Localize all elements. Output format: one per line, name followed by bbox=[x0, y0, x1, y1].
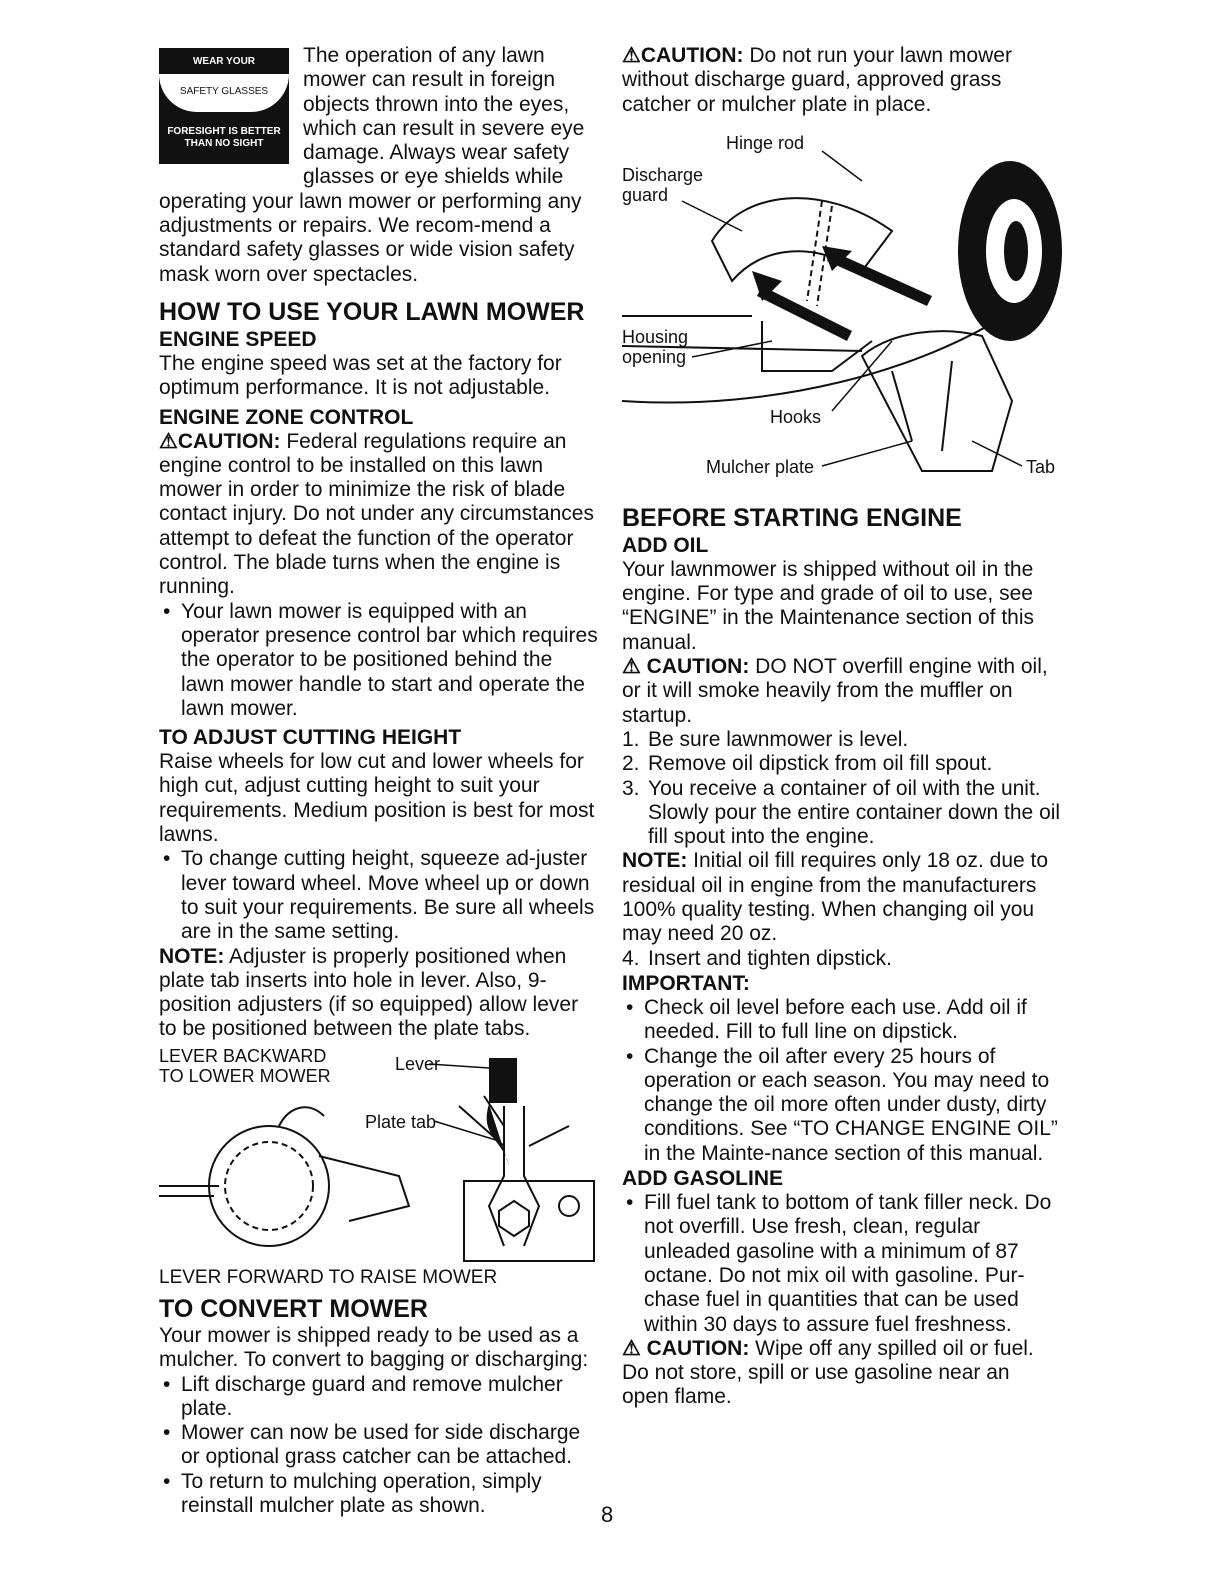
top-caution: ⚠CAUTION: Do not run your lawn mower without discharge guard, approved grass catcher or mulcher plate in place. bbox=[622, 44, 1012, 116]
warning-triangle-icon: ⚠ bbox=[622, 655, 647, 679]
left-column bbox=[159, 44, 599, 1518]
goggles-icon bbox=[159, 74, 289, 112]
cutting-height-note: NOTE: Adjuster is properly positioned when plate tab inserts into hole in lever. Also, 9-position adjusters (if so equipped) allow lever to be positioned between the plate tabs. bbox=[159, 944, 579, 1041]
oil-note: NOTE: Initial oil fill requires only 18 oz. due to residual oil in engine from the manufacturers 100% quality testing. When changing oil you may need 20 oz. bbox=[622, 849, 1049, 946]
safety-glasses-badge bbox=[159, 48, 289, 164]
lever-backward-label-1: LEVER BACKWARD bbox=[159, 1045, 327, 1066]
height-adjust-figure bbox=[159, 1046, 599, 1262]
oil-caution: ⚠ CAUTION: DO NOT overfill engine with oil, or it will smoke heavily from the muffler on startup. bbox=[622, 655, 1048, 727]
warning-triangle-icon: ⚠ bbox=[622, 1336, 647, 1360]
before-starting-heading: BEFORE STARTING ENGINE bbox=[622, 503, 962, 532]
warning-triangle-icon: ⚠ bbox=[622, 44, 641, 67]
lever-backward-label-2: TO LOWER MOWER bbox=[159, 1065, 331, 1086]
hinge-rod-label: Hinge rod bbox=[726, 132, 805, 153]
cutting-height-text: Raise wheels for low cut and lower wheels for high cut, adjust cutting height to suit your requirements. Medium position is best for most lawns. bbox=[159, 750, 595, 847]
add-oil-heading: ADD OIL bbox=[622, 533, 709, 557]
important-heading: IMPORTANT: bbox=[622, 971, 750, 995]
tab-label: Tab bbox=[1026, 456, 1056, 477]
how-to-use-heading: HOW TO USE YOUR LAWN MOWER bbox=[159, 297, 585, 326]
add-gasoline-heading: ADD GASOLINE bbox=[622, 1167, 784, 1191]
plate-tab-label: Plate tab bbox=[365, 1111, 437, 1132]
badge-top-text: WEAR YOUR bbox=[192, 56, 256, 67]
engine-speed-heading: ENGINE SPEED bbox=[159, 327, 317, 351]
caution-label: ⚠CAUTION: bbox=[159, 429, 281, 453]
right-column bbox=[622, 44, 1062, 1410]
caution-label: ⚠CAUTION: bbox=[622, 44, 744, 67]
engine-zone-heading: ENGINE ZONE CONTROL bbox=[159, 405, 414, 429]
oil-step-3: 3. You receive a container of oil with the unit. Slowly pour the entire container down the oil fill spout into the engine. bbox=[622, 776, 1061, 849]
important-bullet-2: • Change the oil after every 25 hours of operation or each season. You may need to change the oil more often under dusty, dirty conditions. See “TO CHANGE ENGINE OIL” in the Mainte-nance section of this manual. bbox=[622, 1045, 1062, 1166]
convert-bullet-3: • To return to mulching operation, simply reinstall mulcher plate as shown. bbox=[159, 1470, 599, 1519]
page-number: 8 bbox=[601, 1502, 614, 1527]
important-bullet-1: • Check oil level before each use. Add oil if needed. Fill to full line on dipstick. bbox=[622, 996, 1062, 1045]
zone-caution: ⚠CAUTION: Federal regulations require an engine control to be installed on this lawn mower in order to minimize the risk of blade contact injury. Do not under any circumstances attempt to defeat the function of the operator control. The blade turns when the engine is running. bbox=[159, 429, 594, 599]
caution-label: ⚠ CAUTION: bbox=[622, 655, 750, 679]
convert-bullet-1: • Lift discharge guard and remove mulcher plate. bbox=[159, 1373, 599, 1422]
badge-mid-text: SAFETY GLASSES bbox=[179, 86, 269, 97]
gasoline-bullet: • Fill fuel tank to bottom of tank filler neck. Do not overfill. Use fresh, clean, regular unleaded gasoline with a minimum of 87 octane. Do not mix oil with gasoline. Pur-chase fuel in quantities that can be used within 30 days to assure fuel freshness. bbox=[622, 1191, 1062, 1337]
housing-opening-label-2: opening bbox=[622, 346, 687, 367]
gas-caution: ⚠ CAUTION: Wipe off any spilled oil or fuel. Do not store, spill or use gasoline near an open flame. bbox=[622, 1336, 1034, 1409]
mulcher-plate-label: Mulcher plate bbox=[706, 456, 815, 477]
convert-bullet-2: • Mower can now be used for side discharge or optional grass catcher can be attached. bbox=[159, 1421, 599, 1470]
hooks-label: Hooks bbox=[770, 406, 822, 427]
lever-label: Lever bbox=[395, 1053, 441, 1074]
lever-forward-label: LEVER FORWARD TO RAISE MOWER bbox=[159, 1266, 498, 1288]
housing-opening-label-1: Housing bbox=[622, 326, 689, 347]
badge-bottom-text: FORESIGHT IS BETTER THAN NO SIGHT bbox=[167, 126, 281, 149]
oil-step-4: 4. Insert and tighten dipstick. bbox=[622, 946, 892, 970]
cutting-height-bullet: • To change cutting height, squeeze ad-juster lever toward wheel. Move wheel up or down to suit your requirements. Be sure all wheels are in the same setting. bbox=[159, 847, 599, 944]
oil-step-2: 2. Remove oil dipstick from oil fill spout. bbox=[622, 752, 993, 776]
warning-triangle-icon: ⚠ bbox=[159, 429, 178, 453]
cutting-height-heading: TO ADJUST CUTTING HEIGHT bbox=[159, 726, 462, 750]
intro-paragraph: The operation of any lawn mower can result in foreign objects thrown into the eyes, which can result in severe eye damage. Always wear safety glasses or eye shields while operating your lawn mower or performing any adjustments or repairs. We recom-mend a standard safety glasses or wide vision safety mask worn over spectacles. bbox=[159, 44, 585, 286]
caution-label: ⚠ CAUTION: bbox=[622, 1336, 750, 1360]
convert-text: Your mower is shipped ready to be used as a mulcher. To convert to bagging or discharging: bbox=[159, 1323, 589, 1372]
zone-bullet: • Your lawn mower is equipped with an operator presence control bar which requires the operator to be positioned behind the lawn mower handle to start and operate the lawn mower. bbox=[159, 600, 599, 721]
mulcher-plate-figure bbox=[622, 121, 1062, 499]
add-oil-text: Your lawnmower is shipped without oil in the engine. For type and grade of oil to use, see “ENGINE” in the Maintenance section of this manual. bbox=[622, 557, 1035, 654]
convert-mower-heading: TO CONVERT MOWER bbox=[159, 1294, 428, 1323]
oil-step-1: 1. Be sure lawnmower is level. bbox=[622, 727, 909, 751]
discharge-guard-label-1: Discharge bbox=[622, 164, 704, 185]
discharge-guard-label-2: guard bbox=[622, 184, 669, 205]
engine-speed-text: The engine speed was set at the factory for optimum performance. It is not adjustable. bbox=[159, 351, 562, 400]
